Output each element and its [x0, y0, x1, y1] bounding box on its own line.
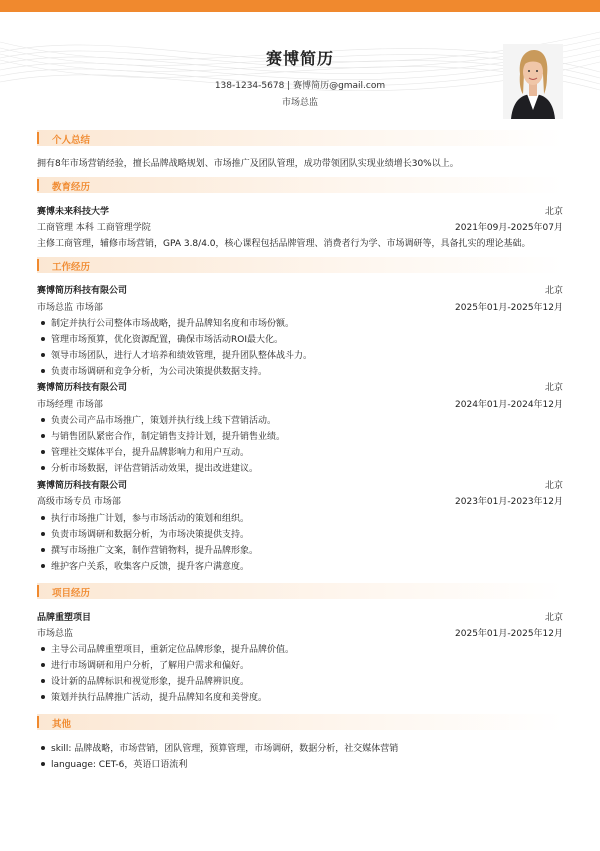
bullet-dot: [41, 516, 45, 520]
section-accent-bar: [37, 585, 39, 597]
list-item: [41, 692, 267, 704]
job-role: 市场经理 市场部: [37, 400, 103, 410]
company-name: 赛博简历科技有限公司: [37, 383, 128, 393]
section-title: 其他: [52, 719, 72, 730]
job-period: 2025年01月-2025年12月: [455, 303, 563, 313]
list-item: [41, 529, 249, 541]
job-role-row: [37, 496, 563, 508]
list-item: [41, 350, 312, 362]
job-company-row: [37, 480, 563, 492]
job-duty: 负责市场调研和竞争分析，为公司决策提供数据支持。: [51, 367, 268, 377]
section-header-work: [37, 257, 563, 273]
job-duty: 与销售团队紧密合作，制定销售支持计划，提升销售业绩。: [51, 432, 286, 442]
job-duty: 管理社交媒体平台，提升品牌影响力和用户互动。: [51, 448, 250, 458]
job-duty: 领导市场团队，进行人才培养和绩效管理，提升团队整体战斗力。: [51, 351, 313, 361]
bullet-dot: [41, 450, 45, 454]
list-item: [41, 676, 249, 688]
section-title: 个人总结: [52, 135, 91, 146]
company-name: 赛博简历科技有限公司: [37, 286, 128, 296]
school-location: 北京: [544, 207, 563, 217]
education-detail: 主修工商管理，辅修市场营销，GPA 3.8/4.0，核心课程包括品牌管理、消费者行为学、市场调研等，具备扎实的理论基础。: [37, 239, 531, 249]
education-school-row: [37, 206, 563, 218]
job-duty: 撰写市场推广文案，制作营销物料，提升品牌形象。: [51, 546, 259, 556]
skills-line: skill: 品牌战略，市场营销，团队管理，预算管理，市场调研，数据分析，社交媒体营销: [51, 744, 399, 754]
school-name: 赛博未来科技大学: [37, 207, 110, 217]
section-header-projects: [37, 583, 563, 599]
job-role-row: [37, 399, 563, 411]
bullet-dot: [41, 418, 45, 422]
profile-photo: [503, 44, 563, 119]
project-name: 品牌重塑项目: [37, 613, 92, 623]
section-title: 教育经历: [52, 182, 91, 193]
candidate-name: 赛博简历: [265, 49, 334, 68]
list-item: [41, 447, 249, 459]
job-role: 高级市场专员 市场部: [37, 497, 121, 507]
job-location: 北京: [544, 286, 563, 296]
job-period: 2023年01月-2023年12月: [455, 497, 563, 507]
language-line: language: CET-6，英语口语流利: [51, 760, 188, 770]
project-location: 北京: [544, 613, 563, 623]
list-item: [41, 334, 283, 346]
bullet-dot: [41, 369, 45, 373]
bullet-dot: [41, 679, 45, 683]
list-item: [41, 366, 267, 378]
job-duty: 负责公司产品市场推广，策划并执行线上线下营销活动。: [51, 416, 277, 426]
bullet-dot: [41, 564, 45, 568]
section-header-other: [37, 714, 563, 730]
job-duty: 负责市场调研和数据分析，为市场决策提供支持。: [51, 530, 250, 540]
section-header-education: [37, 177, 563, 193]
list-item: [41, 644, 294, 656]
project-detail: 策划并执行品牌推广活动，提升品牌知名度和美誉度。: [51, 693, 268, 703]
project-detail: 进行市场调研和用户分析，了解用户需求和偏好。: [51, 661, 250, 671]
project-detail: 设计新的品牌标识和视觉形象，提升品牌辨识度。: [51, 677, 250, 687]
project-role: 市场总监: [37, 629, 74, 639]
project-period: 2025年01月-2025年12月: [455, 629, 563, 639]
bullet-dot: [41, 321, 45, 325]
education-detail-row: [37, 238, 563, 250]
job-role-row: [37, 302, 563, 314]
job-period: 2024年01月-2024年12月: [455, 400, 563, 410]
bullet-dot: [41, 532, 45, 536]
list-item: [41, 318, 294, 330]
education-degree-row: [37, 222, 563, 234]
summary-text-row: [37, 158, 563, 170]
degree: 工商管理 本科 工商管理学院: [37, 223, 151, 233]
list-item: [41, 660, 249, 672]
section-header-summary: [37, 130, 563, 146]
list-item: [41, 561, 249, 573]
job-location: 北京: [544, 481, 563, 491]
education-period: 2021年09月-2025年07月: [455, 223, 563, 233]
bullet-dot: [41, 337, 45, 341]
job-title: 市场总监: [281, 98, 318, 108]
bullet-dot: [41, 466, 45, 470]
bullet-dot: [41, 663, 45, 667]
section-title: 工作经历: [52, 262, 91, 273]
job-duty: 执行市场推广计划，参与市场活动的策划和组织。: [51, 514, 250, 524]
job-company-row: [37, 285, 563, 297]
job-duty: 管理市场预算，优化资源配置，确保市场活动ROI最大化。: [51, 335, 283, 345]
list-item: [41, 513, 249, 525]
section-accent-bar: [37, 179, 39, 191]
section-accent-bar: [37, 716, 39, 728]
list-item: [41, 545, 258, 557]
job-company-row: [37, 382, 563, 394]
bullet-dot: [41, 695, 45, 699]
job-duty: 分析市场数据，评估营销活动效果，提出改进建议。: [51, 464, 259, 474]
bullet-dot: [41, 762, 45, 766]
job-duty: 制定并执行公司整体市场战略，提升品牌知名度和市场份额。: [51, 319, 295, 329]
list-item: [41, 759, 187, 771]
job-role: 市场总监 市场部: [37, 303, 103, 313]
bullet-dot: [41, 746, 45, 750]
project-detail: 主导公司品牌重塑项目，重新定位品牌形象，提升品牌价值。: [51, 645, 295, 655]
bullet-dot: [41, 353, 45, 357]
section-title: 项目经历: [52, 588, 91, 599]
section-accent-bar: [37, 259, 39, 271]
bullet-dot: [41, 647, 45, 651]
list-item: [41, 463, 258, 475]
contact-info: 138-1234-5678 | 赛博简历@gmail.com: [214, 81, 386, 91]
job-duty: 维护客户关系，收集客户反馈，提升客户满意度。: [51, 562, 250, 572]
project-name-row: [37, 612, 563, 624]
bullet-dot: [41, 434, 45, 438]
list-item: [41, 431, 285, 443]
section-accent-bar: [37, 132, 39, 144]
summary-text: 拥有8年市场营销经验，擅长品牌战略规划、市场推广及团队管理，成功带领团队实现业绩增长30%以上。: [37, 159, 459, 169]
list-item: [41, 743, 398, 755]
job-location: 北京: [544, 383, 563, 393]
project-role-row: [37, 628, 563, 640]
top-accent-bar: [0, 0, 600, 12]
company-name: 赛博简历科技有限公司: [37, 481, 128, 491]
bullet-dot: [41, 548, 45, 552]
list-item: [41, 415, 276, 427]
